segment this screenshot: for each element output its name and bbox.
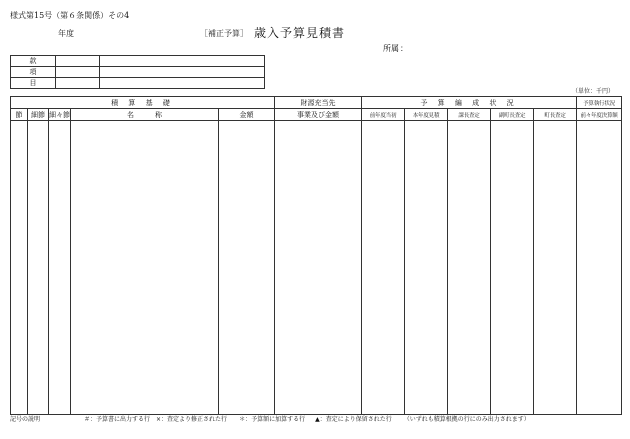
col-header-saisaisetsu: 細々節: [49, 110, 70, 119]
division-review-cell[interactable]: [448, 121, 491, 415]
legend-item-output: ＃：予算書に出力する行: [84, 416, 151, 423]
classification-row-moku: [11, 78, 265, 89]
legend: [10, 417, 530, 423]
classification-label-kou: 項: [11, 67, 56, 78]
setsu-cell[interactable]: [11, 121, 28, 415]
classification-row-kou: [11, 67, 265, 78]
budget-kind: ［補正予算］: [200, 29, 248, 38]
deputy-review-cell[interactable]: [491, 121, 534, 415]
classification-name-cell[interactable]: [100, 67, 265, 78]
col-header-mayor-review: 町長査定: [534, 109, 577, 121]
classification-code-cell[interactable]: [56, 67, 100, 78]
fiscal-year-label: 年度: [58, 29, 74, 38]
classification-code-cell[interactable]: [56, 78, 100, 89]
prev-settlement-cell[interactable]: [577, 121, 622, 415]
legend-item-modified: ×：査定より修正された行: [156, 416, 228, 423]
col-header-deputy-review: 副町長査定: [491, 109, 534, 121]
col-header-setsu: 節: [11, 109, 28, 121]
col-header-saisetsu: 細節: [28, 109, 49, 121]
classification-label-moku: 目: [11, 78, 56, 89]
table-row: [11, 121, 622, 415]
name-cell[interactable]: [71, 121, 219, 415]
col-header-prev-initial: 前年度当初: [362, 109, 405, 121]
header-row-columns: [11, 109, 622, 121]
execution-group-header: 予算執行状況: [577, 97, 622, 109]
legend-item-added: ＊：予算額に加算する行: [239, 416, 306, 423]
this-estimate-cell[interactable]: [405, 121, 448, 415]
prev-initial-cell[interactable]: [362, 121, 405, 415]
legend-label: 記号の説明: [10, 416, 41, 423]
col-header-project: 事業及び金額: [275, 109, 362, 121]
header-row-groups: [11, 97, 622, 109]
form-id: 様式第15号（第６条関係）その4: [10, 11, 130, 20]
classification-row-kan: [11, 56, 265, 67]
legend-item-note: （いずれも積算根拠の行にのみ出力されます）: [403, 416, 530, 423]
basis-group-header: 積 算 基 礎: [11, 97, 275, 109]
col-header-this-estimate: 本年度見積: [405, 109, 448, 121]
classification-table: [10, 55, 265, 89]
department-label: 所属: [383, 44, 399, 53]
amount-cell[interactable]: [219, 121, 275, 415]
unit-note: （単位：千円）: [572, 88, 615, 95]
document-title: 歳入予算見積書: [254, 26, 346, 40]
department-colon: ：: [400, 44, 408, 53]
classification-name-cell[interactable]: [100, 56, 265, 67]
legend-item-held: ▲：査定により保留された行: [315, 416, 392, 423]
col-header-prev-settlement: 前々年度決算額: [577, 109, 622, 121]
classification-name-cell[interactable]: [100, 78, 265, 89]
classification-code-cell[interactable]: [56, 56, 100, 67]
project-cell[interactable]: [275, 121, 362, 415]
col-header-amount: 金額: [219, 109, 275, 121]
classification-label-kan: 款: [11, 56, 56, 67]
col-header-name: 名 称: [71, 109, 219, 121]
saisaisetsu-cell[interactable]: [49, 121, 71, 415]
col-header-division-review: 課長査定: [448, 109, 491, 121]
saisetsu-cell[interactable]: [28, 121, 49, 415]
estimate-table: [10, 96, 622, 415]
mayor-review-cell[interactable]: [534, 121, 577, 415]
status-group-header: 予 算 編 成 状 況: [362, 97, 577, 109]
funding-group-header: 財源充当先: [275, 97, 362, 109]
